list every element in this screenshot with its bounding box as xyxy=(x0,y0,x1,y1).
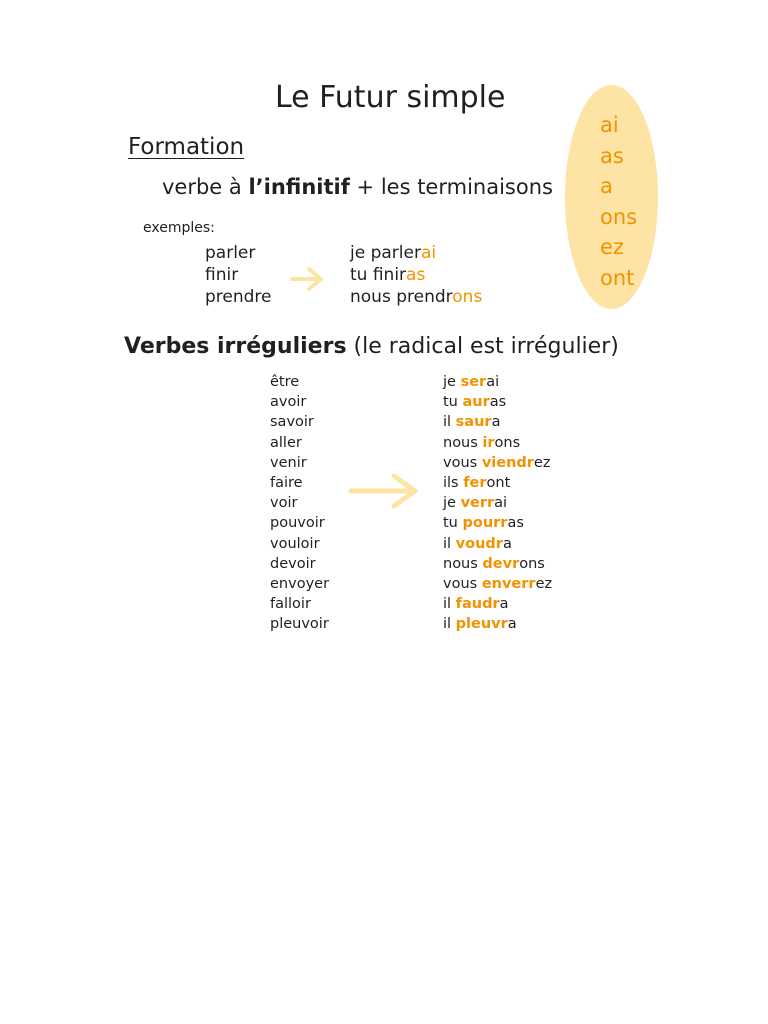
irregular-heading-rest: (le radical est irrégulier) xyxy=(346,334,619,359)
form-ending: ons xyxy=(452,287,483,307)
example-infinitive: parler xyxy=(205,243,256,263)
irregular-infinitive: falloir xyxy=(270,596,311,613)
example-infinitive: finir xyxy=(205,265,239,285)
form-ending: a xyxy=(491,414,501,431)
irregular-infinitive: venir xyxy=(270,454,307,471)
irregular-form xyxy=(443,372,552,392)
irregular-form xyxy=(443,554,552,574)
ending-item: ez xyxy=(600,235,624,259)
form-stem: nous prendr xyxy=(350,287,453,307)
form-radical: devr xyxy=(482,555,520,572)
formation-rule xyxy=(162,175,553,199)
example-form xyxy=(350,264,482,286)
form-ending: as xyxy=(406,265,426,285)
form-ending: a xyxy=(507,616,517,633)
form-ending: ai xyxy=(494,495,508,512)
irregular-infinitive: pouvoir xyxy=(270,515,325,532)
formation-heading: Formation xyxy=(128,134,245,160)
form-radical: faudr xyxy=(455,596,500,613)
irregular-arrow-icon xyxy=(348,472,420,510)
form-radical: aur xyxy=(462,394,490,411)
irregular-infinitive: voir xyxy=(270,495,298,512)
irregular-infinitive: vouloir xyxy=(270,535,320,552)
ending-item: a xyxy=(600,174,613,198)
irregular-infinitive: avoir xyxy=(270,394,307,411)
irregular-form xyxy=(443,453,552,473)
form-pronoun: nous xyxy=(443,555,483,572)
irregular-infinitive: aller xyxy=(270,434,302,451)
form-ending: as xyxy=(507,515,524,532)
page-title: Le Futur simple xyxy=(275,80,506,115)
form-pronoun: ils xyxy=(443,475,464,492)
rule-bold: l’infinitif xyxy=(248,175,350,199)
form-radical: fer xyxy=(463,475,487,492)
examples-arrow-icon xyxy=(290,266,324,292)
irregular-heading-bold: Verbes irréguliers xyxy=(124,334,347,359)
ending-item: ont xyxy=(600,265,635,290)
ending-item: as xyxy=(600,143,624,168)
form-radical: saur xyxy=(455,414,492,431)
irregular-form xyxy=(443,534,552,554)
example-form xyxy=(350,242,482,264)
irregular-form xyxy=(443,433,552,453)
form-pronoun: il xyxy=(443,616,456,633)
form-pronoun: je xyxy=(443,495,461,512)
irregular-infinitive: savoir xyxy=(270,414,314,431)
rule-suffix: + les terminaisons xyxy=(349,175,553,199)
endings-list xyxy=(600,110,637,293)
examples-label: exemples: xyxy=(143,220,215,236)
irregular-form xyxy=(443,412,552,432)
irregular-infinitive: faire xyxy=(270,475,303,492)
form-radical: voudr xyxy=(455,535,503,552)
irregular-infinitive: pleuvoir xyxy=(270,616,329,633)
form-ending: ez xyxy=(535,576,553,593)
irregular-infinitive: envoyer xyxy=(270,576,330,593)
ending-item: ons xyxy=(600,204,638,229)
form-ending: ez xyxy=(533,454,551,471)
examples-forms xyxy=(350,242,482,308)
form-pronoun: il xyxy=(443,596,456,613)
irregular-infinitives xyxy=(270,372,329,635)
form-radical: verr xyxy=(460,495,495,512)
example-infinitive: prendre xyxy=(205,287,272,307)
form-ending: ons xyxy=(494,434,521,451)
form-ending: ons xyxy=(519,555,545,572)
form-radical: viendr xyxy=(481,454,534,471)
form-stem: tu finir xyxy=(350,265,407,285)
form-ending: ai xyxy=(420,243,437,263)
form-stem: je parler xyxy=(350,243,421,263)
form-pronoun: tu xyxy=(443,394,463,411)
form-pronoun: vous xyxy=(443,576,482,593)
form-pronoun: je xyxy=(443,374,461,390)
examples-infinitives xyxy=(205,242,272,308)
irregular-form xyxy=(443,574,552,594)
example-form xyxy=(350,286,482,308)
form-ending: a xyxy=(499,596,509,613)
form-radical: ir xyxy=(482,434,495,451)
irregular-form xyxy=(443,594,552,614)
irregular-form xyxy=(443,614,552,634)
irregular-heading xyxy=(124,334,619,359)
irregular-form xyxy=(443,513,552,533)
form-pronoun: tu xyxy=(443,515,463,532)
irregular-form xyxy=(443,493,552,513)
form-radical: pourr xyxy=(462,515,508,532)
form-pronoun: il xyxy=(443,535,456,552)
rule-prefix: verbe à xyxy=(162,175,249,199)
irregular-form xyxy=(443,473,552,493)
form-ending: ai xyxy=(486,374,500,390)
form-pronoun: il xyxy=(443,414,456,431)
form-radical: ser xyxy=(460,374,487,390)
irregular-forms xyxy=(443,372,552,635)
form-pronoun: nous xyxy=(443,434,483,451)
form-radical: enverr xyxy=(481,576,536,593)
irregular-infinitive: être xyxy=(270,374,300,390)
irregular-form xyxy=(443,392,552,412)
irregular-infinitive: devoir xyxy=(270,555,316,572)
form-ending: a xyxy=(502,535,512,552)
form-radical: pleuvr xyxy=(455,616,508,633)
form-ending: ont xyxy=(486,475,511,492)
form-ending: as xyxy=(489,394,507,411)
ending-item: ai xyxy=(600,113,619,137)
form-pronoun: vous xyxy=(443,454,482,471)
